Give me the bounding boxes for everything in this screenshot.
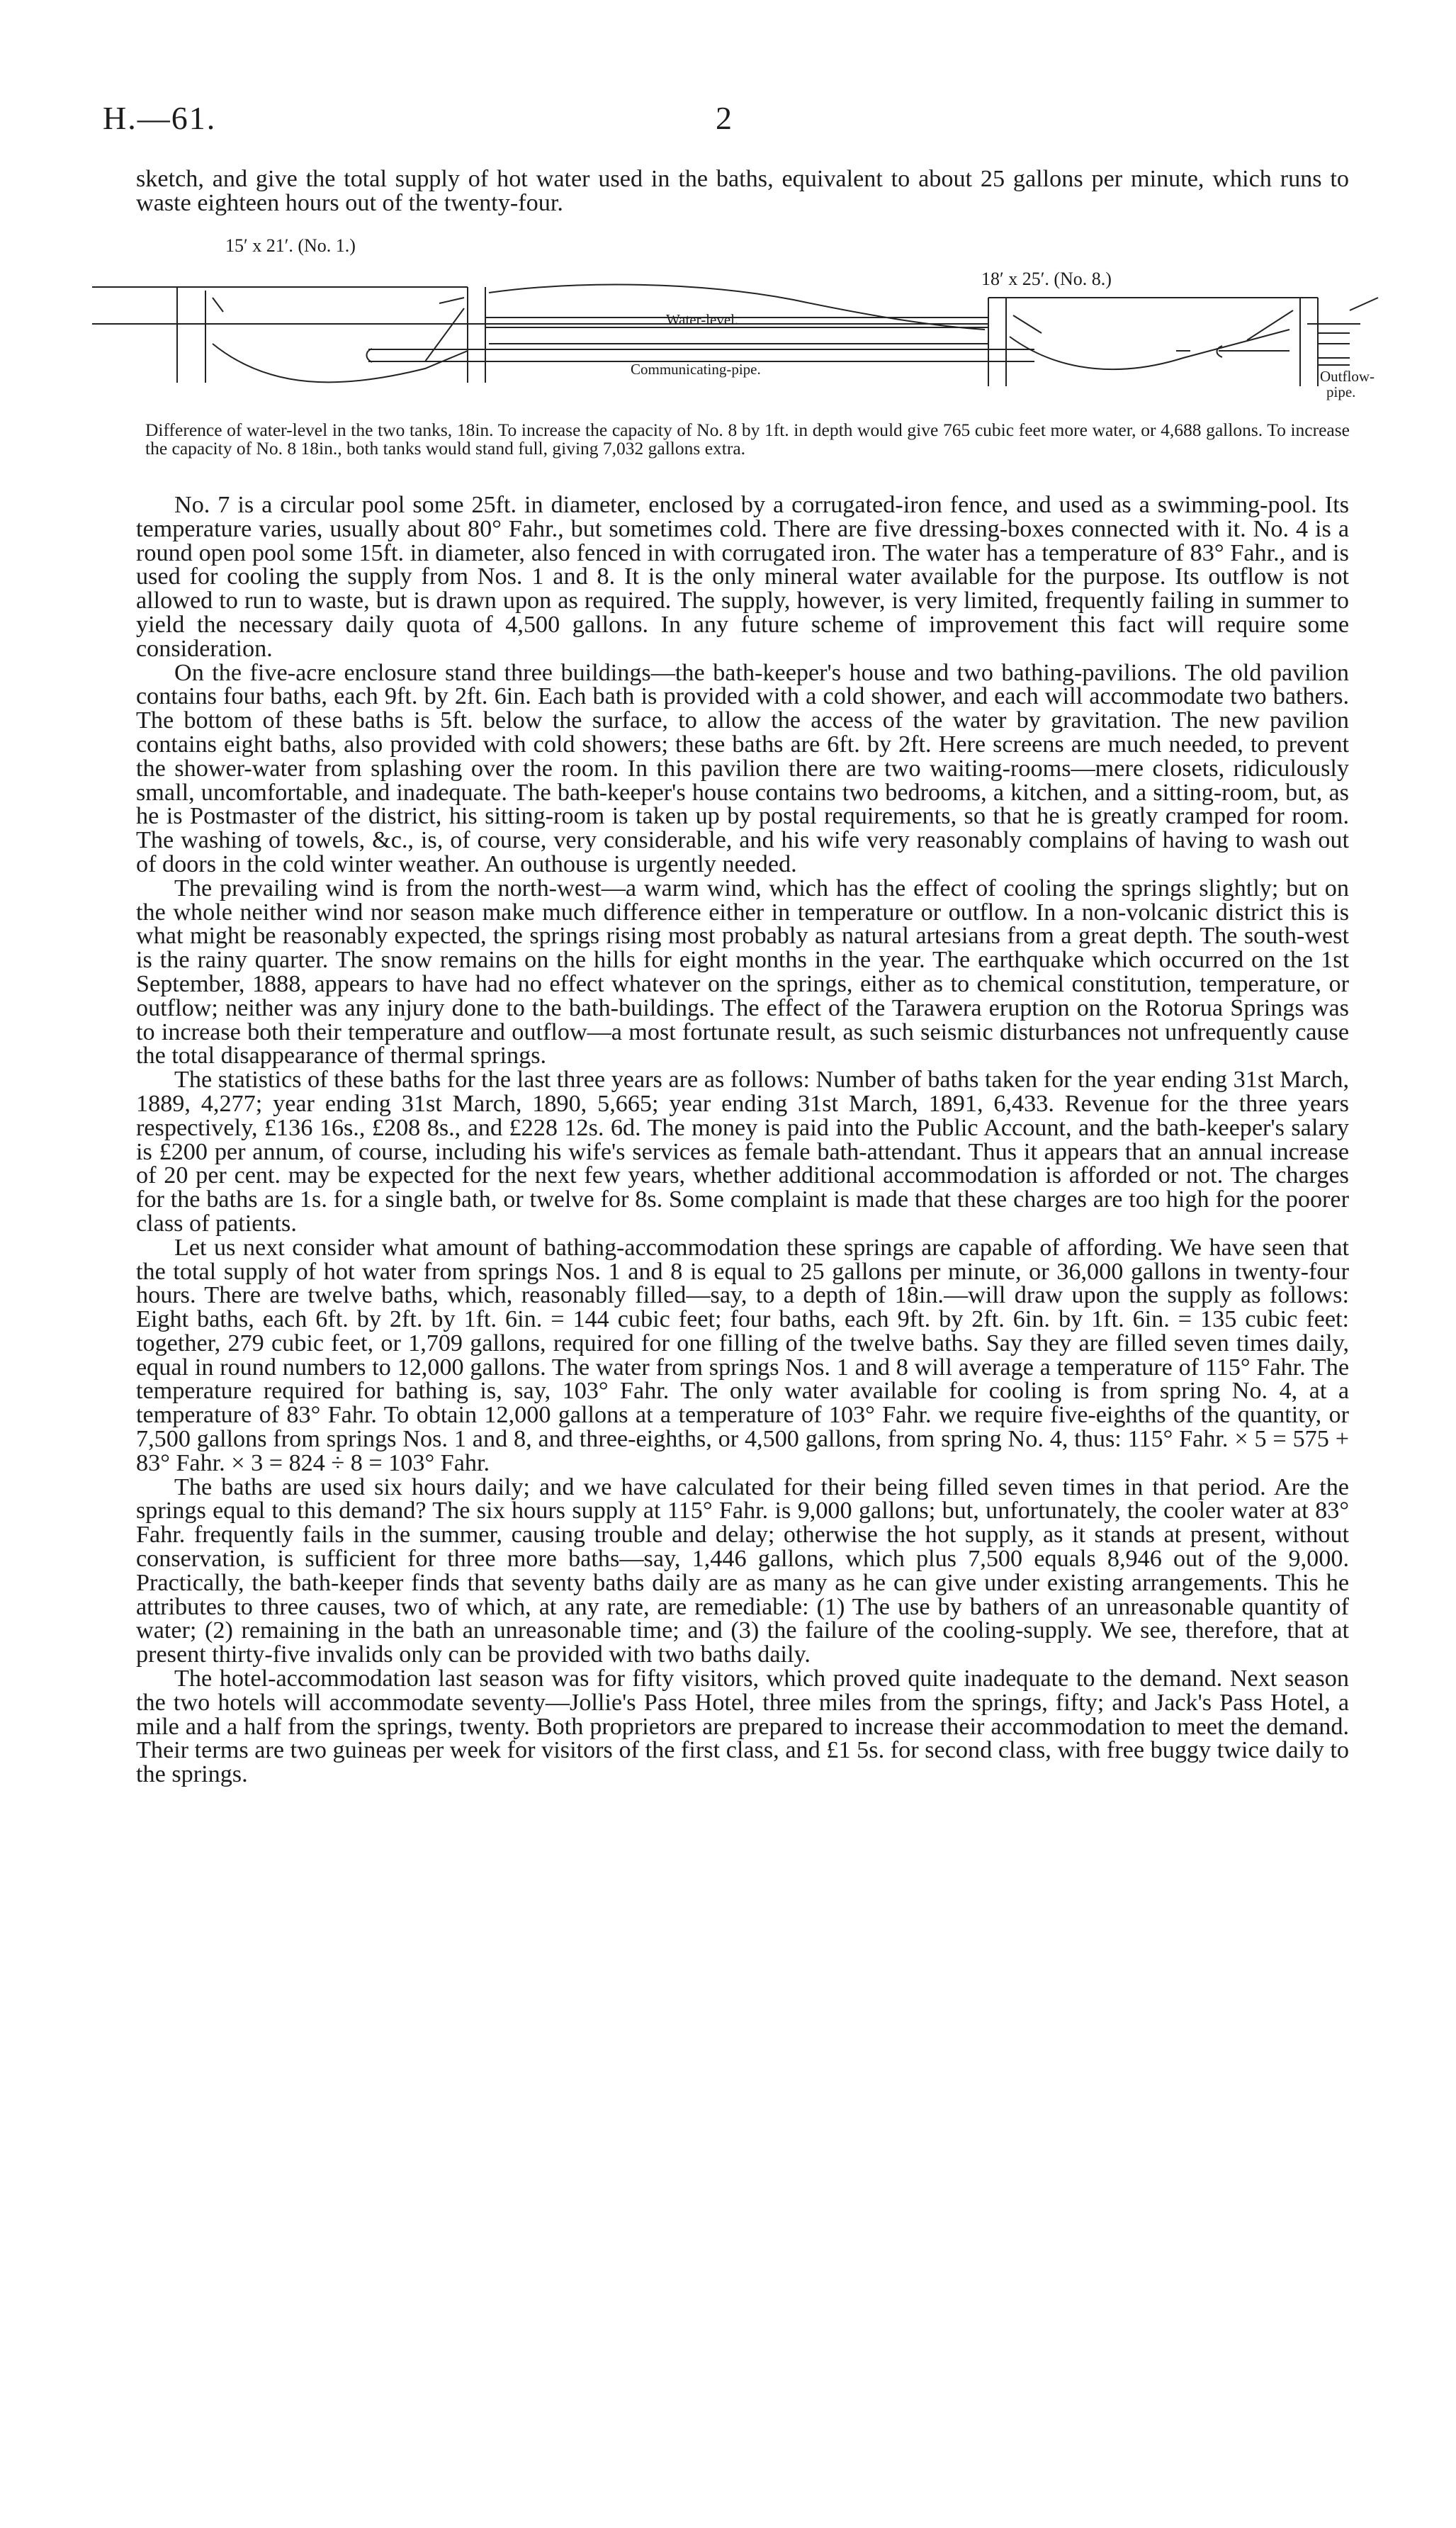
paragraph-wind-and-seismic: The prevailing wind is from the north-west—a warm wind, which has the effect of cooling the springs slightly; but on the whole neither wind nor season make much difference either in temperature or outflow. In a non-volcanic district this is what might be reasonably expected, the springs rising most probably as natural artesians from a great depth. The south-west is the rainy quarter. The snow remains on the hills for eight months in the year. The earthquake which occurred on the 1st September, 1888, appears to have had no effect whatever on the springs, either as to chemical constitution, temperature, or outflow; neither was any injury done to the bath-buildings. The effect of the Tarawera eruption on the Rotorua Springs was to increase both their temperature and outflow—a most fortunate result, as such seismic disturbances not unfrequently cause the total disappearance of thermal springs. [136,875,1349,1069]
paragraph-daily-usage: The baths are used six hours daily; and we have calculated for their being filled seven times in that period. Are the springs equal to this demand? The six hours supply at 115° Fahr. is 9,000 gallons; but, unfortunately, the cooler water at 83° Fahr. frequently fails in the summer, causing trouble and delay; otherwise the hot supply, as it stands at present, without conservation, is sufficient for three more baths—say, 1,446 gallons, which plus 7,500 equals 8,946 out of the 9,000. Practically, the bath-keeper finds that seventy baths daily are as many as he can give under existing arrangements. This he attributes to three causes, two of which, at any rate, are remediable: (1) The use by bathers of an unreasonable quantity of water; (2) remaining in the bath an unreasonable time; and (3) the failure of the cooling-supply. We see, therefore, that at present thirty-five invalids only can be provided with two baths daily. [136,1473,1349,1668]
intro-paragraph: sketch, and give the total supply of hot water used in the baths, equivalent to about 25 gallons per minute, which runs to waste eighteen hours out of the twenty-four. [136,166,1349,216]
paragraph-swimming-pools: No. 7 is a circular pool some 25ft. in diameter, enclosed by a corrugated-iron fence, and used as a swimming-pool. Its temperature varies, usually about 80° Fahr., but sometimes cold. There are five dressing-boxes connected with it. No. 4 is a round open pool some 15ft. in diameter, also fenced in with corrugated iron. The water has a temperature of 83° Fahr., and is used for cooling the supply from Nos. 1 and 8. It is the only mineral water available for the purpose. Its outflow is not allowed to run to waste, but is drawn upon as required. The supply, however, is very limited, frequently failing in summer to yield the necessary daily quota of 4,500 gallons. In any future scheme of improvement this fact will require some consideration. [136,492,1349,662]
tank8-label: 18′ x 25′. (No. 8.) [981,269,1112,289]
outflow-pipe-label-1: Outflow- [1320,368,1375,385]
page-number: 2 [716,100,732,136]
outflow-pipe-label-2: pipe. [1326,383,1356,400]
paragraph-hotel-accommodation: The hotel-accommodation last season was for fifty visitors, which proved quite inadequate to the demand. Next season the two hotels will accommodate seventy—Jollie's Pass Hotel, three miles from the springs, fifty; and Jack's Pass Hotel, a mile and a half from the springs, twenty. Both proprietors are prepared to increase their accommodation to meet the demand. Their terms are two guineas per week for visitors of the first class, and £1 5s. for second class, with free buggy twice daily to the springs. [136,1665,1349,1788]
paper-reference: H.—61. [103,100,217,136]
paragraph-statistics: The statistics of these baths for the last three years are as follows: Number of baths taken for the year ending 31st March, 1889, 4,277; year ending 31st March, 1890, 5,665; year ending 31st March, 1891, 6,433. Revenue for the three years respectively, £136 16s., £208 8s., and £228 12s. 6d. The money is paid into the Public Account, and the bath-keeper's salary is £200 per annum, of course, including his wife's services as female bath-attendant. Thus it appears that an annual increase of 20 per cent. may be expected for the next few years, whether additional accommodation is afforded or not. The charges for the baths are 1s. for a single bath, or twelve for 8s. Some complaint is made that these charges are too high for the poorer class of patients. [136,1067,1349,1237]
outflow-pipe [1318,333,1350,365]
tank1-label: 15′ x 21′. (No. 1.) [225,235,356,256]
main-text [136,493,1349,1787]
diagram-caption: Difference of water-level in the two tanks, 18in. To increase the capacity of No. 8 by 1ft. in depth would give 765 cubic feet more water, or 4,688 gallons. To increase the capacity of No. 8 18in., both tanks would stand full, giving 7,032 gallons extra. [145,420,1350,459]
communicating-pipe-label: Communicating-pipe. [631,361,761,378]
water-level-label: Water-level. [666,311,739,328]
paragraph-buildings: On the five-acre enclosure stand three buildings—the bath-keeper's house and two bathing-pavilions. The old pavilion contains four baths, each 9ft. by 2ft. 6in. Each bath is provided with a cold shower, and each will accommodate two bathers. The bottom of these baths is 5ft. below the surface, to allow the access of the water by gravitation. The new pavilion contains eight baths, also provided with cold showers; these baths are 6ft. by 2ft. Here screens are much needed, to prevent the shower-water from splashing over the room. In this pavilion there are two waiting-rooms—mere closets, ridiculously small, uncomfortable, and inadequate. The bath-keeper's house contains two bedrooms, a kitchen, and a sitting-room, but, as he is Postmaster of the district, his sitting-room is taken up by postal requirements, so that he is greatly cramped for room. The washing of towels, &c., is, of course, very considerable, and his wife very reasonably complains of having to wash out of doors in the cold winter weather. An outhouse is urgently needed. [136,659,1349,877]
paragraph-accommodation-capacity: Let us next consider what amount of bathing-accommodation these springs are capable of affording. We have seen that the total supply of hot water from springs Nos. 1 and 8 is equal to 25 gallons per minute, or 36,000 gallons in twenty-four hours. There are twelve baths, which, reasonably filled—say, to a depth of 18in.—will draw upon the supply as follows: Eight baths, each 6ft. by 2ft. by 1ft. 6in. = 144 cubic feet; four baths, each 9ft. by 2ft. 6in. by 1ft. 6in. = 135 cubic feet: together, 279 cubic feet, or 1,709 gallons, required for one filling of the twelve baths. Say they are filled seven times daily, equal in round numbers to 12,000 gallons. The water from springs Nos. 1 and 8 will average a temperature of 115° Fahr. The temperature required for bathing is, say, 103° Fahr. The only water available for cooling is from spring No. 4, at a temperature of 83° Fahr. To obtain 12,000 gallons at a temperature of 103° Fahr. we require five-eighths of the quantity, or 7,500 gallons from springs Nos. 1 and 8, and three-eighths, or 4,500 gallons, from spring No. 4, thus: 115° Fahr. × 5 = 575 + 83° Fahr. × 3 = 824 ÷ 8 = 103° Fahr. [136,1234,1349,1476]
tank8-outline [988,298,1318,386]
tank1-outline [177,287,988,383]
intro-paragraph-block [136,167,1349,215]
tank-section-diagram [43,227,1375,425]
